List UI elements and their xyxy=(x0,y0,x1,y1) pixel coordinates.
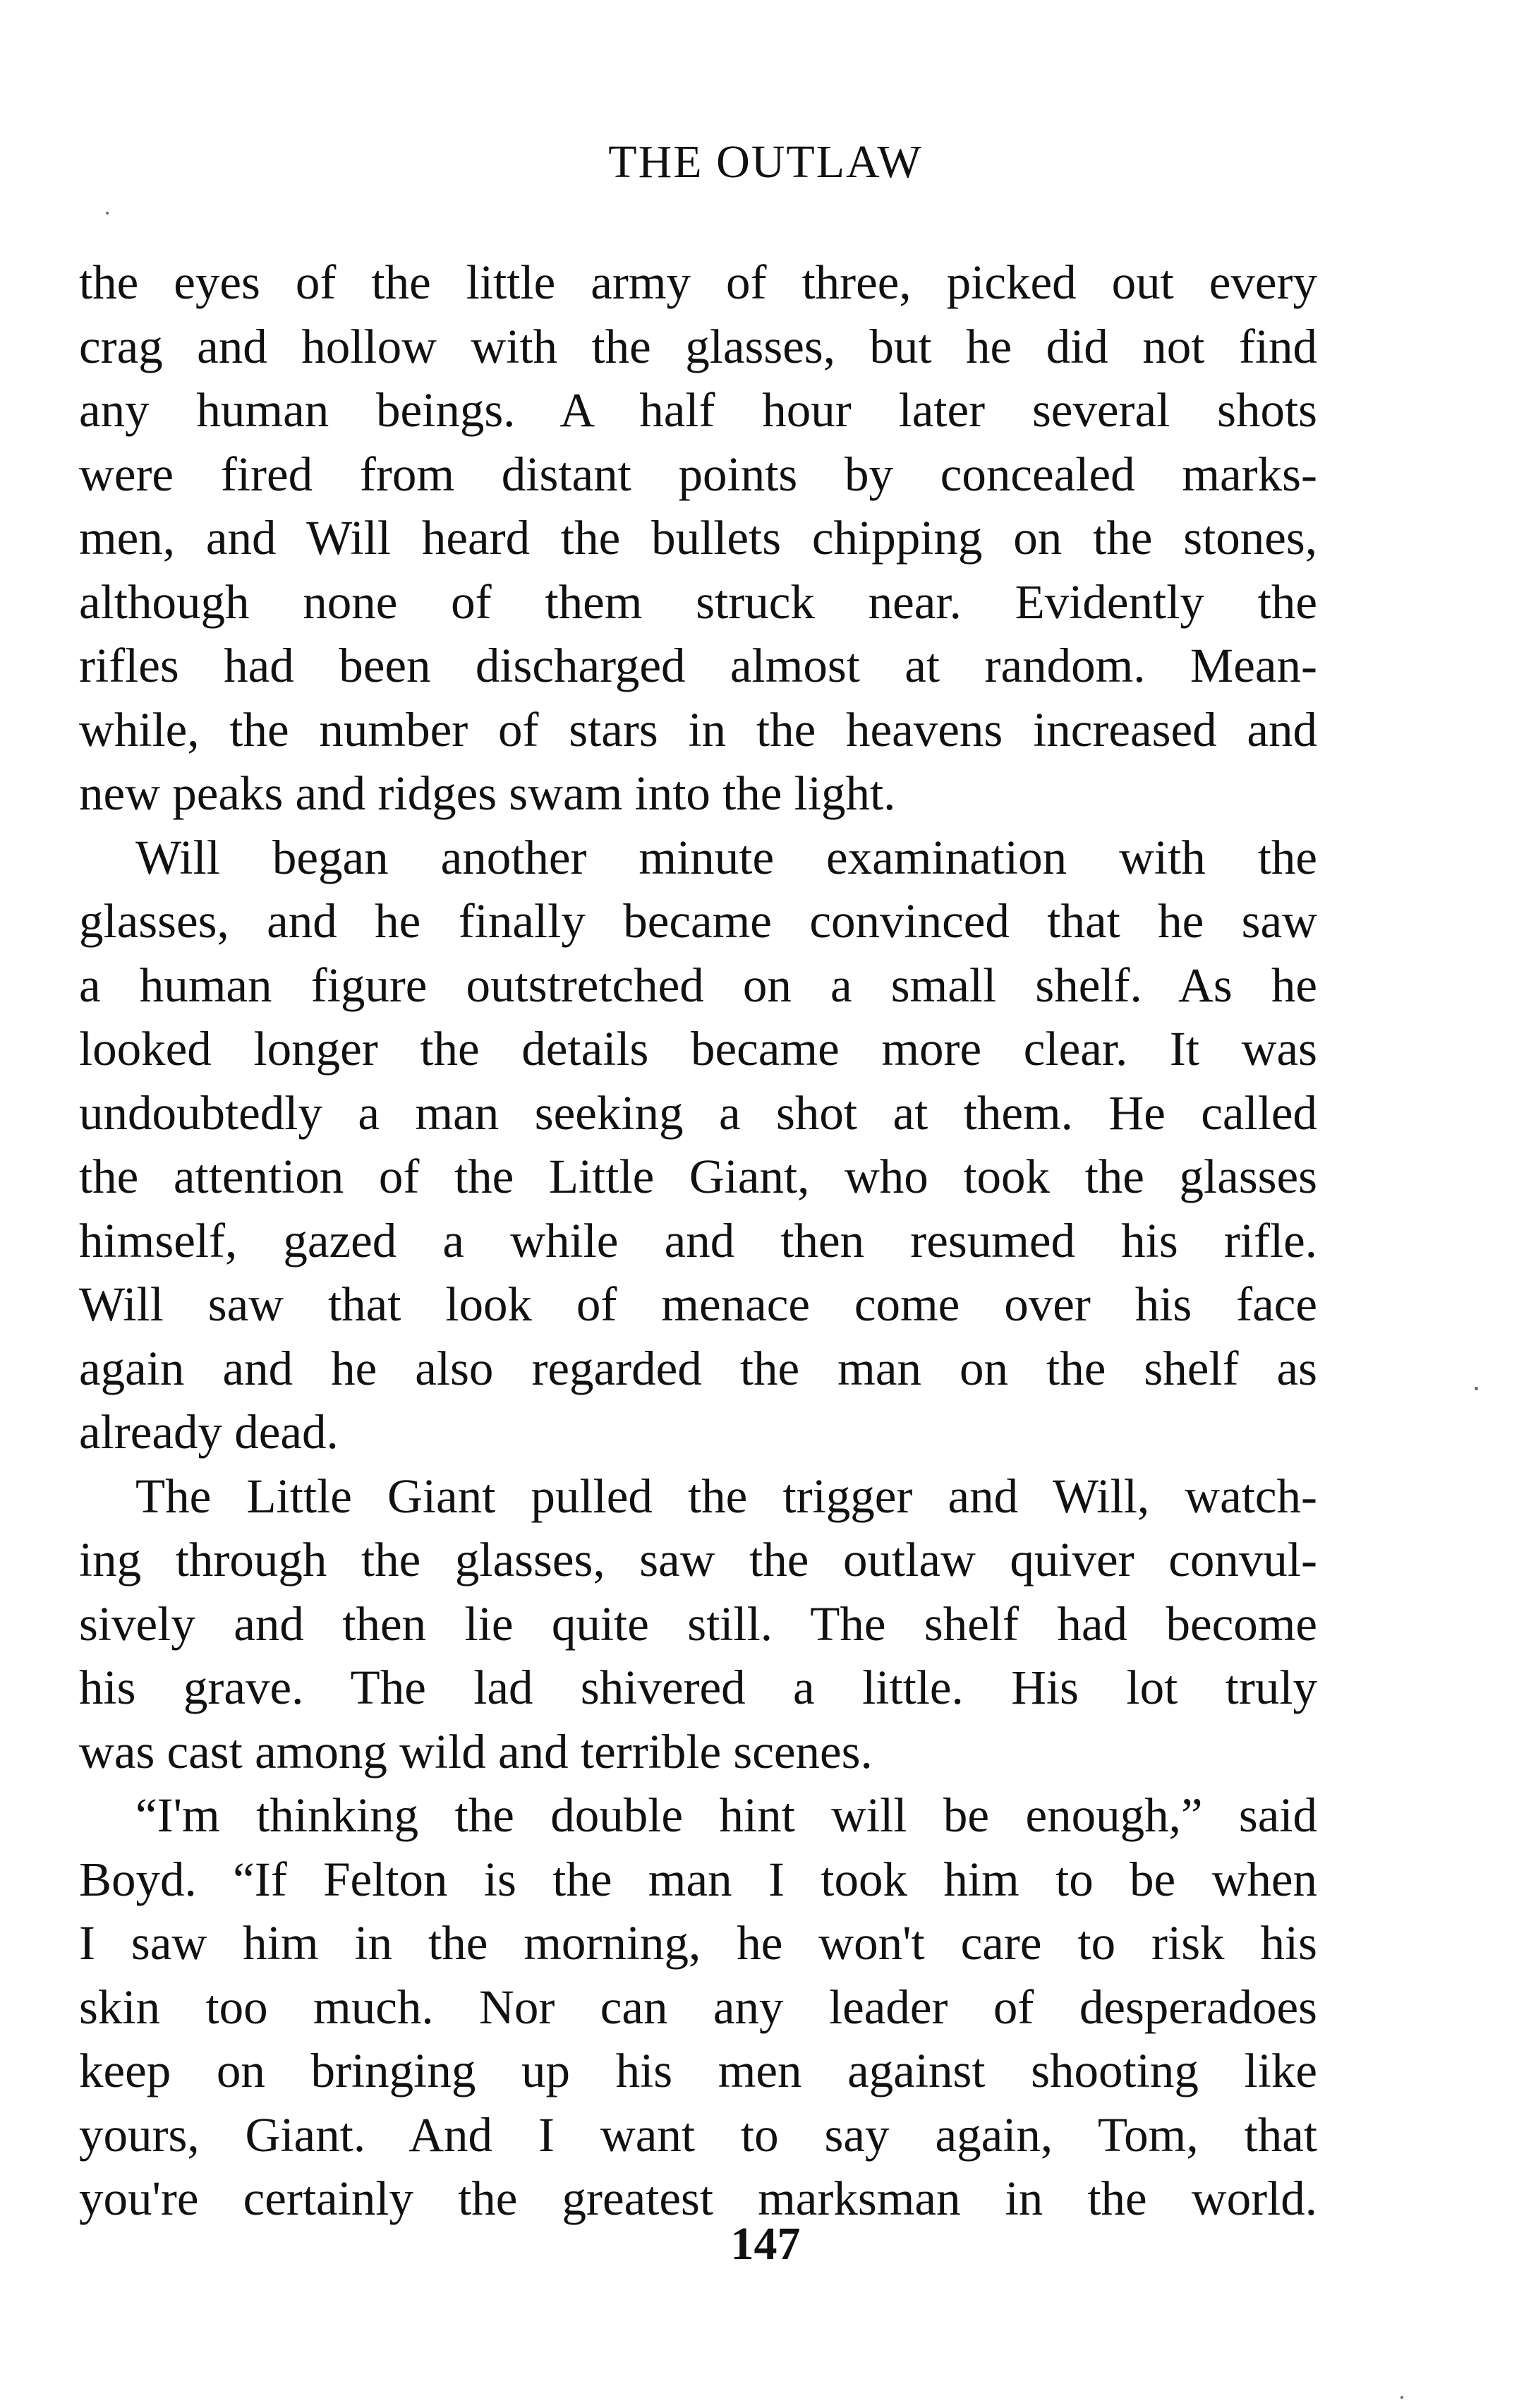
text-line: crag and hollow with the glasses, but he did not find xyxy=(79,319,1317,373)
text-line: looked longer the details became more clear. It was xyxy=(79,1022,1317,1076)
text-line: already dead. xyxy=(79,1405,339,1459)
running-head: THE OUTLAW xyxy=(608,136,923,188)
text-line: sively and then lie quite still. The shelf had become xyxy=(79,1596,1317,1651)
text-line: you're certainly the greatest marksman in the world. xyxy=(79,2172,1317,2225)
text-line: Will saw that look of menace come over his face xyxy=(79,1277,1317,1331)
text-line: new peaks and ridges swam into the light. xyxy=(79,766,896,820)
text-line: men, and Will heard the bullets chipping on the stones, xyxy=(79,511,1317,565)
text-line: the eyes of the little army of three, picked out every xyxy=(79,255,1317,309)
paragraph-start-line: “I'm thinking the double hint will be enough,” said xyxy=(135,1788,1317,1842)
page-number: 147 xyxy=(730,2218,801,2270)
text-line: keep on bringing up his men against shooting like xyxy=(79,2044,1317,2097)
text-line: yours, Giant. And I want to say again, Tom, that xyxy=(79,2107,1317,2162)
paragraph-start-line: The Little Giant pulled the trigger and Will, watch- xyxy=(135,1469,1317,1523)
scan-speck xyxy=(1400,2396,1403,2399)
text-line: glasses, and he finally became convinced that he saw xyxy=(79,894,1317,948)
text-line: a human figure outstretched on a small shelf. As he xyxy=(79,958,1317,1012)
text-line: although none of them struck near. Evidently the xyxy=(79,574,1317,629)
scan-speck xyxy=(106,212,109,215)
text-line: the attention of the Little Giant, who took the glasses xyxy=(79,1150,1317,1203)
text-line: was cast among wild and terrible scenes. xyxy=(79,1724,873,1778)
text-line: again and he also regarded the man on the shelf as xyxy=(79,1341,1317,1395)
text-line: his grave. The lad shivered a little. His lot truly xyxy=(79,1661,1317,1714)
text-line: any human beings. A half hour later several shots xyxy=(79,383,1317,437)
text-line: I saw him in the morning, he won't care to risk his xyxy=(79,1916,1317,1970)
text-line: Boyd. “If Felton is the man I took him to be when xyxy=(79,1852,1317,1906)
scan-speck xyxy=(1475,1387,1478,1390)
text-line: undoubtedly a man seeking a shot at them. He called xyxy=(79,1085,1317,1140)
text-line: himself, gazed a while and then resumed his rifle. xyxy=(79,1213,1317,1268)
text-line: ing through the glasses, saw the outlaw quiver convul- xyxy=(79,1533,1317,1587)
text-line: were fired from distant points by concealed marks- xyxy=(79,447,1317,501)
body-text xyxy=(79,251,1317,2231)
paragraph-start-line: Will began another minute examination with the xyxy=(135,830,1317,884)
text-line: while, the number of stars in the heavens increased and xyxy=(79,702,1317,757)
text-line: rifles had been discharged almost at random. Mean- xyxy=(79,639,1317,692)
text-line: skin too much. Nor can any leader of desperadoes xyxy=(79,1980,1317,2034)
